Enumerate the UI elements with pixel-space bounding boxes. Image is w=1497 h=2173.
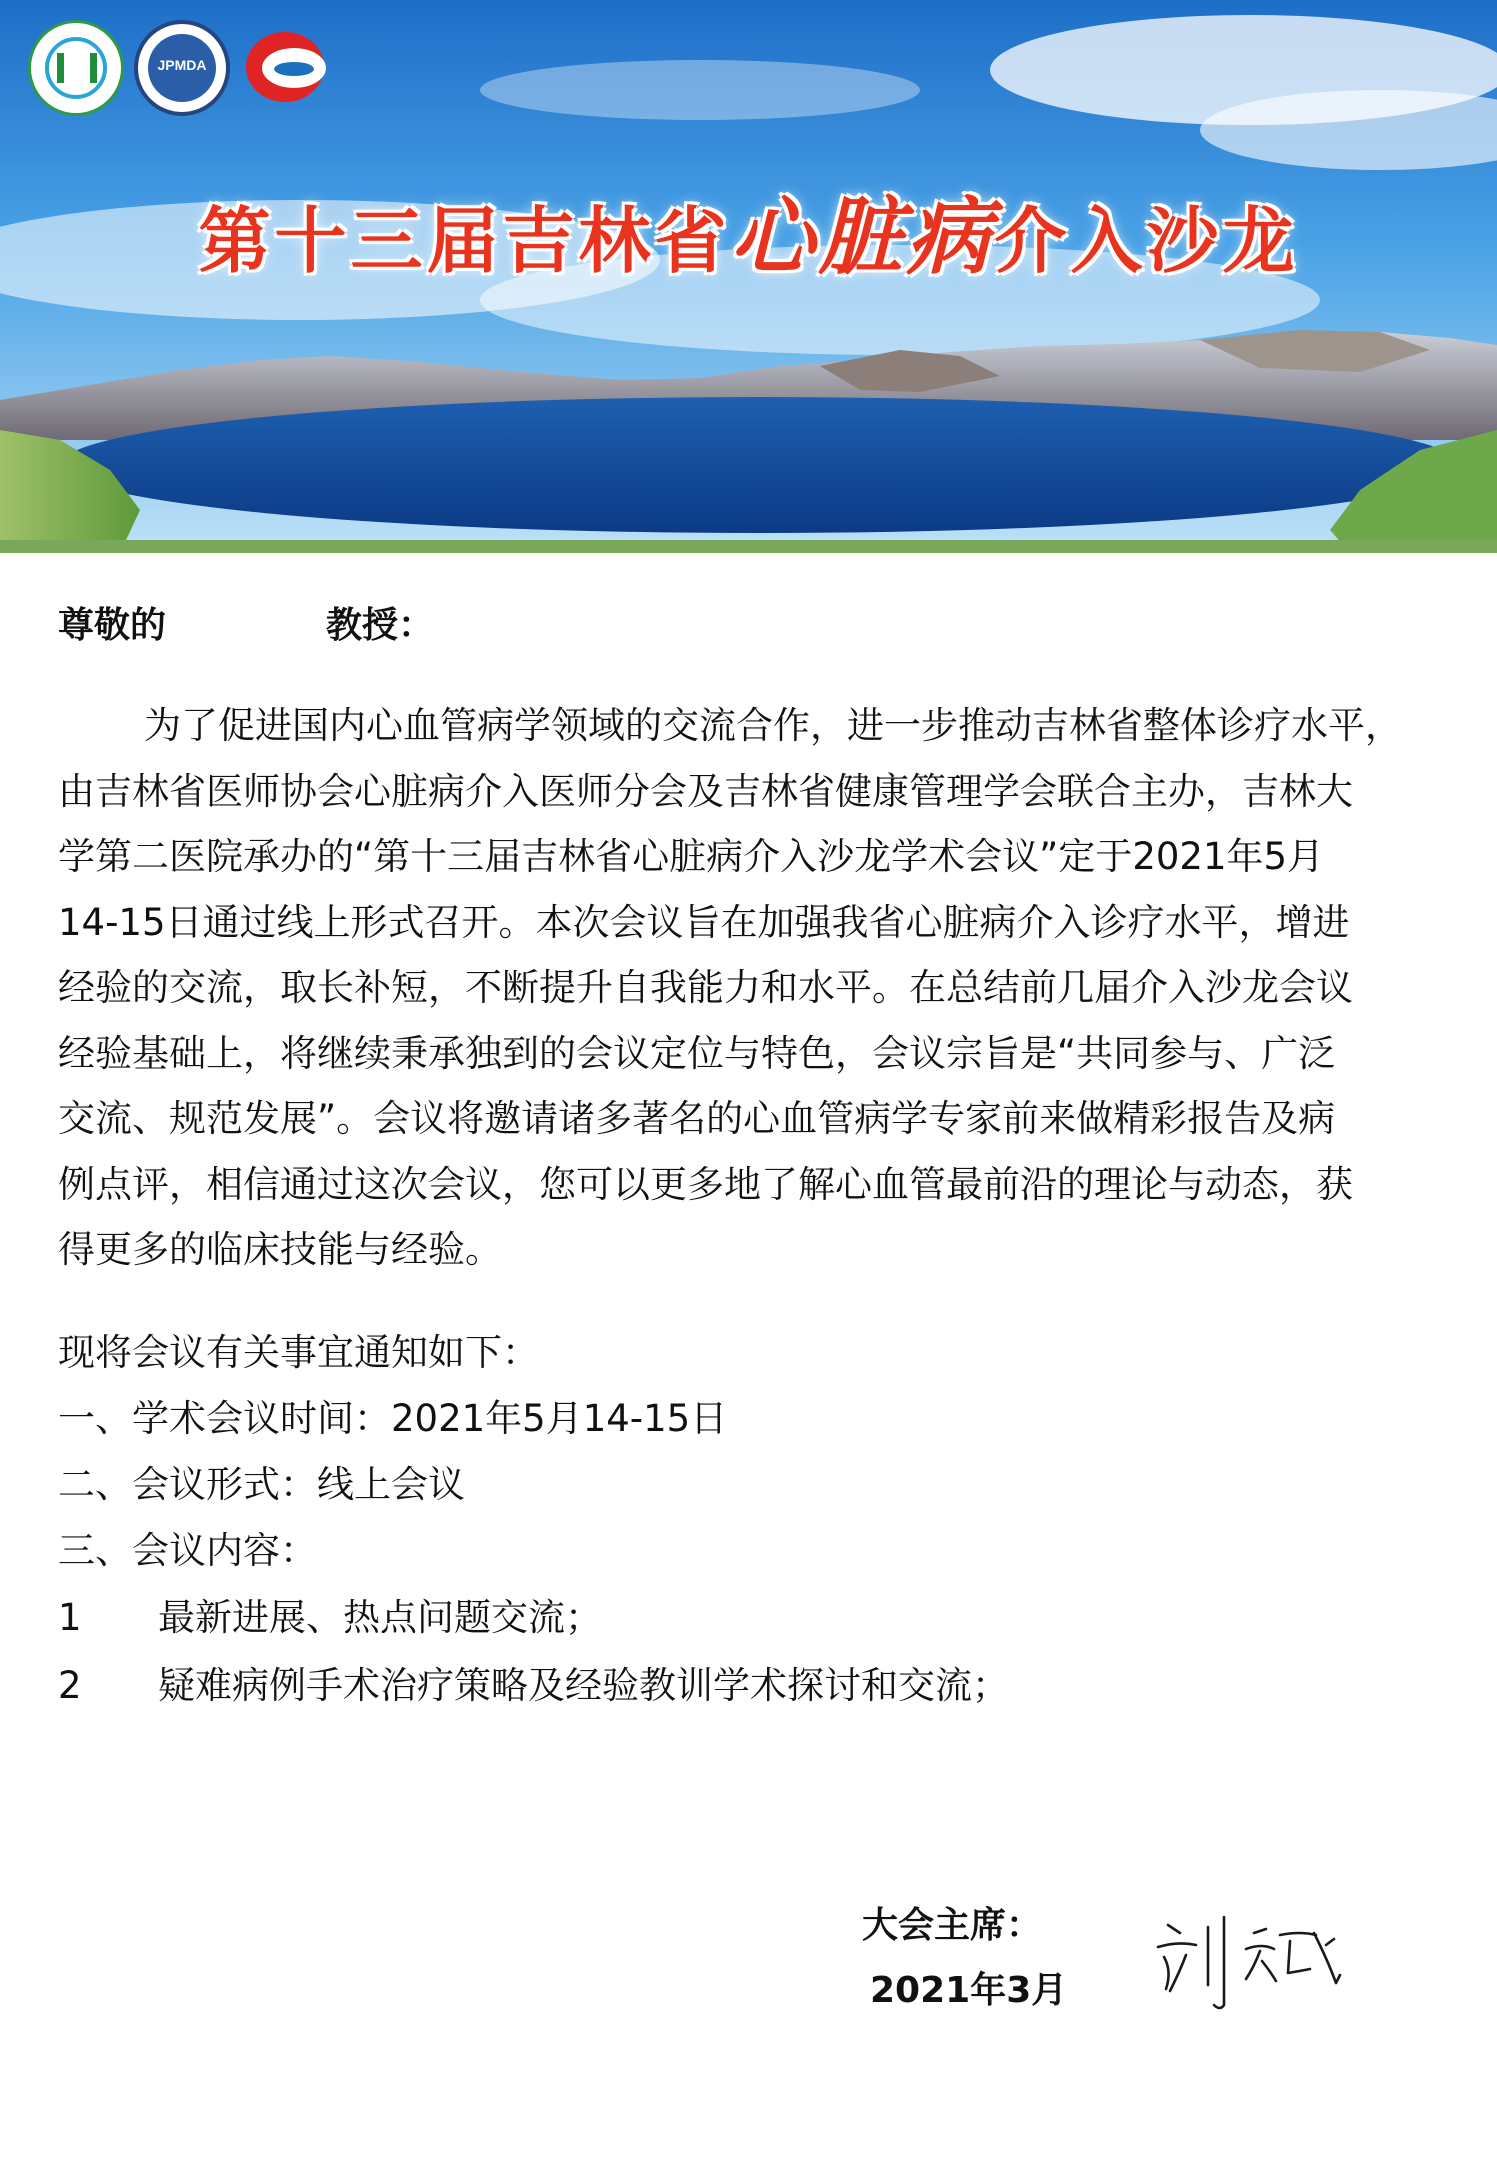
logo-group [28, 18, 332, 118]
sub-item-text: 最新进展、热点问题交流； [158, 1596, 602, 1639]
association-logo-icon [28, 20, 124, 116]
body-line: 为了促进国内心血管病学领域的交流合作，进一步推动吉林省整体诊疗水平， [144, 704, 1402, 747]
chair-label: 大会主席： [862, 1905, 1043, 1946]
notice-item-format: 二、会议形式：线上会议 [58, 1463, 465, 1506]
notice-item-time: 一、学术会议时间：2021年5月14-15日 [58, 1397, 728, 1440]
body-line: 得更多的临床技能与经验。 [58, 1228, 502, 1271]
letter-date: 2021年3月 [870, 1970, 1068, 2011]
content-sub-item [58, 1655, 1009, 1709]
body-line: 经验基础上，将继续秉承独到的会议定位与特色，会议宗旨是“共同参与、广泛 [58, 1031, 1336, 1075]
salutation-prefix: 尊敬的 [58, 605, 167, 646]
sub-item-number: 2 [58, 1664, 82, 1707]
handwritten-signature-icon [1150, 1905, 1350, 2015]
heart-society-logo-icon [240, 22, 332, 114]
notice-item-content: 三、会议内容： [58, 1529, 317, 1572]
body-line: 学第二医院承办的“第十三届吉林省心脏病介入沙龙学术会议”定于2021年5月 [58, 835, 1325, 878]
jpmda-logo-text: JPMDA [157, 57, 207, 73]
content-sub-item [58, 1587, 602, 1641]
body-line: 经验的交流，取长补短，不断提升自我能力和水平。在总结前几届介入沙龙会议 [58, 966, 1353, 1009]
notice-intro: 现将会议有关事宜通知如下： [58, 1331, 539, 1374]
sub-item-number: 1 [58, 1596, 82, 1639]
title-part3: 介入沙龙 [994, 199, 1299, 283]
title-part2: 心脏病 [730, 188, 995, 286]
salutation-suffix: 教授： [326, 605, 435, 646]
body-line: 14-15日通过线上形式召开。本次会议旨在加强我省心脏病介入诊疗水平，增进 [58, 900, 1350, 944]
sub-item-text: 疑难病例手术治疗策略及经验教训学术探讨和交流； [158, 1664, 1009, 1707]
body-line: 交流、规范发展”。会议将邀请诸多著名的心血管病学专家前来做精彩报告及病 [58, 1097, 1336, 1140]
salutation [58, 597, 434, 648]
letter-body [58, 693, 1438, 1283]
banner [0, 0, 1497, 553]
banner-title [0, 170, 1497, 291]
title-part1: 第十三届吉林省 [198, 199, 731, 283]
jpmda-logo-icon [134, 20, 230, 116]
body-line: 由吉林省医师协会心脏病介入医师分会及吉林省健康管理学会联合主办，吉林大 [58, 769, 1353, 813]
body-line: 例点评，相信通过这次会议，您可以更多地了解心血管最前沿的理论与动态，获 [58, 1162, 1353, 1206]
